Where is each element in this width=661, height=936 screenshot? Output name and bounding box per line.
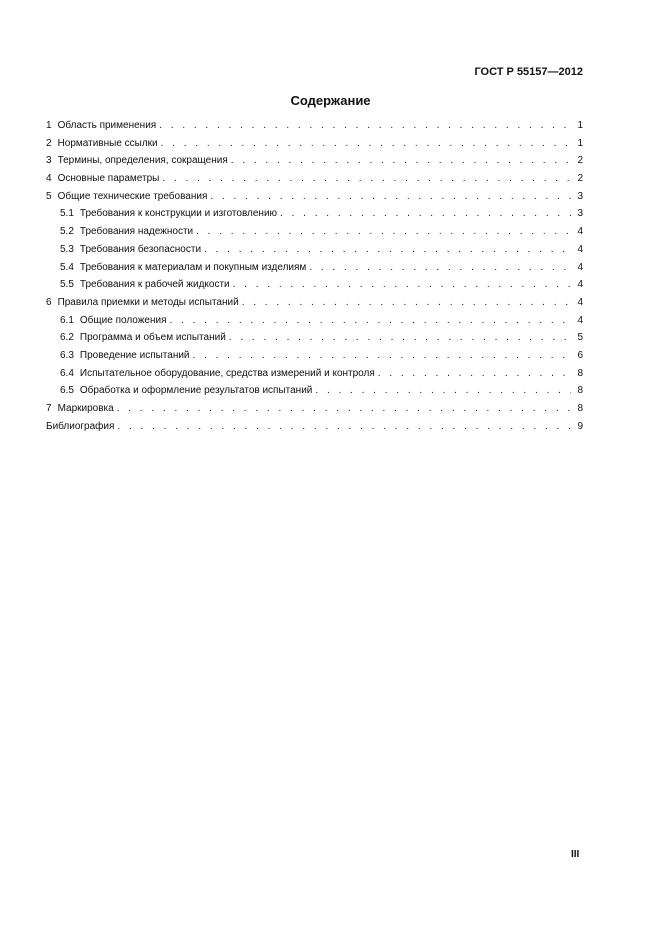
toc-entry[interactable] — [46, 350, 583, 368]
toc-entry[interactable] — [46, 173, 583, 191]
toc-entry-number: 6.4 — [60, 367, 74, 379]
toc-dot-leader — [242, 297, 571, 308]
toc-entry-title: Испытательное оборудование, средства измерений и контроля — [79, 367, 375, 379]
toc-entry[interactable] — [46, 385, 583, 403]
toc-entry-title: Требования надежности — [79, 226, 194, 238]
toc-entry-title: Требования безопасности — [79, 243, 202, 255]
toc-entry-number: 3 — [46, 155, 52, 167]
toc-entry[interactable] — [46, 262, 583, 280]
toc-entry-number: 5.2 — [60, 226, 74, 238]
toc-title: Содержание — [290, 93, 371, 108]
toc-entry[interactable] — [46, 421, 583, 439]
toc-dot-leader — [315, 385, 571, 396]
toc-dot-leader — [170, 315, 572, 326]
toc-entry-number: 2 — [46, 137, 52, 149]
toc-entry-page: 4 — [577, 296, 583, 308]
toc-entry-number: 7 — [46, 403, 52, 414]
toc-dot-leader — [117, 421, 571, 432]
toc-entry-number: 1 — [46, 120, 52, 131]
toc-dot-leader — [161, 138, 571, 149]
toc-entry[interactable] — [46, 191, 583, 209]
toc-entry-page: 8 — [577, 403, 583, 414]
document-code: ГОСТ Р 55157—2012 — [474, 66, 583, 78]
toc-entry-title: Правила приемки и методы испытаний — [57, 296, 239, 308]
toc-entry-page: 8 — [577, 385, 583, 397]
toc-entry-number: 4 — [46, 173, 52, 185]
toc-entry-page: 4 — [577, 226, 583, 238]
toc-entry-number: 5.3 — [60, 243, 74, 255]
toc-entry-page: 2 — [577, 155, 583, 167]
toc-entry-page: 4 — [577, 243, 583, 255]
toc-entry-title: Требования к рабочей жидкости — [79, 279, 230, 291]
toc-entry[interactable] — [46, 226, 583, 244]
toc-entry-title: Термины, определения, сокращения — [57, 155, 228, 167]
toc-entry-title: Область применения — [57, 120, 157, 131]
toc-entry-page: 3 — [577, 208, 583, 220]
toc-entry-number: 5.4 — [60, 261, 74, 273]
toc-entry-page: 4 — [577, 314, 583, 326]
toc-entry[interactable] — [46, 244, 583, 262]
toc-entry-page: 4 — [577, 279, 583, 291]
toc-dot-leader — [196, 226, 571, 237]
toc-entry-number: 5 — [46, 190, 52, 202]
toc-entry-number: 6.1 — [60, 314, 74, 326]
toc-entry-number: 5.1 — [60, 208, 74, 220]
toc-entry-page: 4 — [577, 261, 583, 273]
toc-entry-title: Требования к конструкции и изготовлению — [79, 208, 278, 220]
toc-entry[interactable] — [46, 368, 583, 386]
toc-dot-leader — [204, 244, 571, 255]
toc-entry-number: 6.3 — [60, 349, 74, 361]
toc-entry[interactable] — [46, 315, 583, 333]
toc-entry[interactable] — [46, 403, 583, 421]
toc-dot-leader — [159, 120, 571, 131]
toc-entry[interactable] — [46, 208, 583, 226]
toc-entry[interactable] — [46, 138, 583, 156]
toc-dot-leader — [231, 155, 571, 166]
toc-entry[interactable] — [46, 120, 583, 138]
toc-entry[interactable] — [46, 279, 583, 297]
toc-entry-title: Маркировка — [57, 403, 114, 414]
toc-entry-title: Общие положения — [79, 314, 167, 326]
toc-entry-number: 6.5 — [60, 385, 74, 397]
toc-entry-number: 6.2 — [60, 332, 74, 344]
toc-entry-title: Общие технические требования — [57, 190, 208, 202]
toc-entry-page: 3 — [577, 190, 583, 202]
toc-dot-leader — [378, 368, 571, 379]
toc-entry-page: 6 — [577, 349, 583, 361]
toc-entry[interactable] — [46, 155, 583, 173]
toc-entry[interactable] — [46, 297, 583, 315]
toc-entry-title: Требования к материалам и покупным изделиям — [79, 261, 307, 273]
toc-entry-title: Проведение испытаний — [79, 349, 190, 361]
page-number: III — [571, 849, 580, 860]
toc-dot-leader — [229, 332, 571, 343]
toc-dot-leader — [193, 350, 571, 361]
toc-dot-leader — [280, 208, 571, 219]
toc-entry-page: 1 — [577, 137, 583, 149]
toc-entry-page: 9 — [577, 420, 583, 432]
toc-dot-leader — [210, 191, 571, 202]
toc-entry-number: 5.5 — [60, 279, 74, 291]
toc-entry-page: 8 — [577, 367, 583, 379]
toc-entry-title: Обработка и оформление результатов испытаний — [79, 385, 313, 397]
toc-entry[interactable] — [46, 332, 583, 350]
toc-entry-page: 5 — [577, 332, 583, 344]
toc-entry-number: 6 — [46, 296, 52, 308]
toc-dot-leader — [309, 262, 571, 273]
toc-entry-page: 2 — [577, 173, 583, 185]
toc-entry-title: Программа и объем испытаний — [79, 332, 226, 344]
toc-dot-leader — [117, 403, 571, 414]
toc-entry-title: Библиография — [46, 420, 115, 432]
toc-entry-title: Нормативные ссылки — [57, 137, 158, 149]
table-of-contents — [46, 120, 583, 438]
toc-dot-leader — [162, 173, 571, 184]
toc-entry-page: 1 — [577, 120, 583, 131]
toc-dot-leader — [233, 279, 571, 290]
toc-entry-title: Основные параметры — [57, 173, 160, 185]
